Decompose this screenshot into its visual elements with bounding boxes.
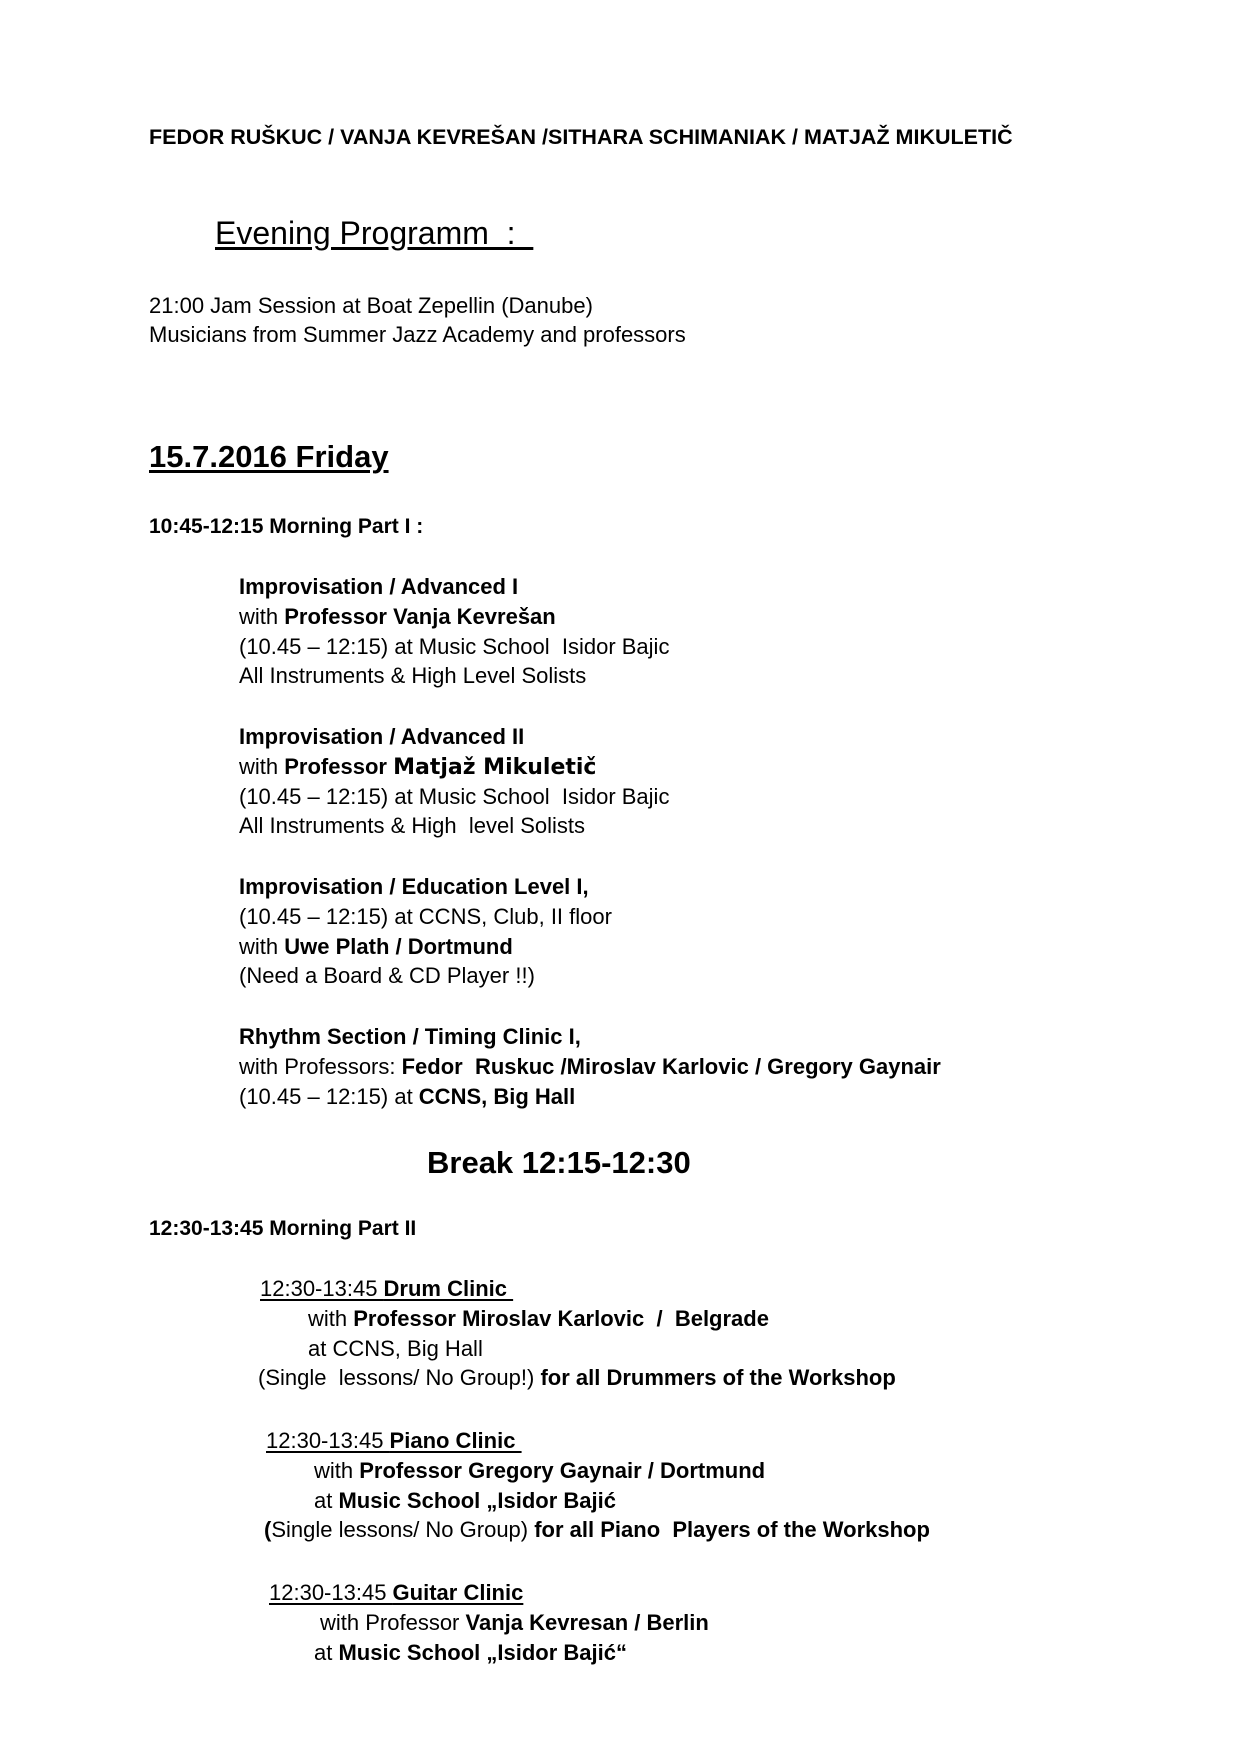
- drum-clinic-place: at CCNS, Big Hall: [308, 1336, 483, 1361]
- header-names: FEDOR RUŠKUC / VANJA KEVREŠAN /SITHARA SCHIMANIAK / MATJAŽ MIKULETIČ: [149, 125, 1013, 149]
- guitar-clinic-with: with Professor Vanja Kevresan / Berlin: [320, 1610, 709, 1635]
- workshop-3-time: (10.45 – 12:15) at CCNS, Club, II floor: [239, 904, 612, 929]
- guitar-clinic-header: 12:30-13:45 Guitar Clinic: [269, 1580, 524, 1605]
- drum-clinic-note: (Single lessons/ No Group!) for all Drummers of the Workshop: [258, 1365, 896, 1390]
- workshop-4-title: Rhythm Section / Timing Clinic I,: [239, 1024, 581, 1049]
- morning-part-2-heading: 12:30-13:45 Morning Part II: [149, 1217, 417, 1240]
- workshop-4-with: with Professors: Fedor Ruskuc /Miroslav Karlovic / Gregory Gaynair: [239, 1054, 941, 1079]
- workshop-3-note: (Need a Board & CD Player !!): [239, 963, 535, 988]
- evening-title: Evening Programm :: [215, 215, 534, 251]
- drum-clinic-with: with Professor Miroslav Karlovic / Belgrade: [308, 1306, 769, 1331]
- workshop-2-with: with Professor Matjaž Mikuletič: [239, 754, 597, 780]
- morning-part-1-heading: 10:45-12:15 Morning Part I :: [149, 515, 424, 538]
- piano-clinic-note: (Single lessons/ No Group) for all Piano Players of the Workshop: [264, 1517, 930, 1542]
- workshop-4-time: (10.45 – 12:15) at CCNS, Big Hall: [239, 1084, 576, 1109]
- evening-line-2: Musicians from Summer Jazz Academy and professors: [149, 322, 686, 347]
- evening-line-1: 21:00 Jam Session at Boat Zepellin (Danube): [149, 293, 593, 318]
- workshop-2-note: All Instruments & High level Solists: [239, 813, 586, 838]
- workshop-1-time: (10.45 – 12:15) at Music School Isidor Bajic: [239, 634, 670, 659]
- workshop-3-with: with Uwe Plath / Dortmund: [239, 934, 513, 959]
- workshop-1-title: Improvisation / Advanced I: [239, 574, 519, 599]
- day-title: 15.7.2016 Friday: [149, 439, 389, 474]
- break-label: Break 12:15-12:30: [427, 1145, 691, 1180]
- workshop-1-with: with Professor Vanja Kevrešan: [239, 604, 556, 629]
- guitar-clinic-place: at Music School „Isidor Bajić“: [314, 1640, 627, 1665]
- piano-clinic-place: at Music School „Isidor Bajić: [314, 1488, 616, 1513]
- piano-clinic-header: 12:30-13:45 Piano Clinic: [266, 1428, 522, 1453]
- workshop-3-title: Improvisation / Education Level I,: [239, 874, 589, 899]
- workshop-2-title: Improvisation / Advanced II: [239, 724, 525, 749]
- workshop-2-time: (10.45 – 12:15) at Music School Isidor Bajic: [239, 784, 670, 809]
- workshop-1-note: All Instruments & High Level Solists: [239, 663, 587, 688]
- drum-clinic-header: 12:30-13:45 Drum Clinic: [260, 1276, 514, 1301]
- piano-clinic-with: with Professor Gregory Gaynair / Dortmund: [314, 1458, 766, 1483]
